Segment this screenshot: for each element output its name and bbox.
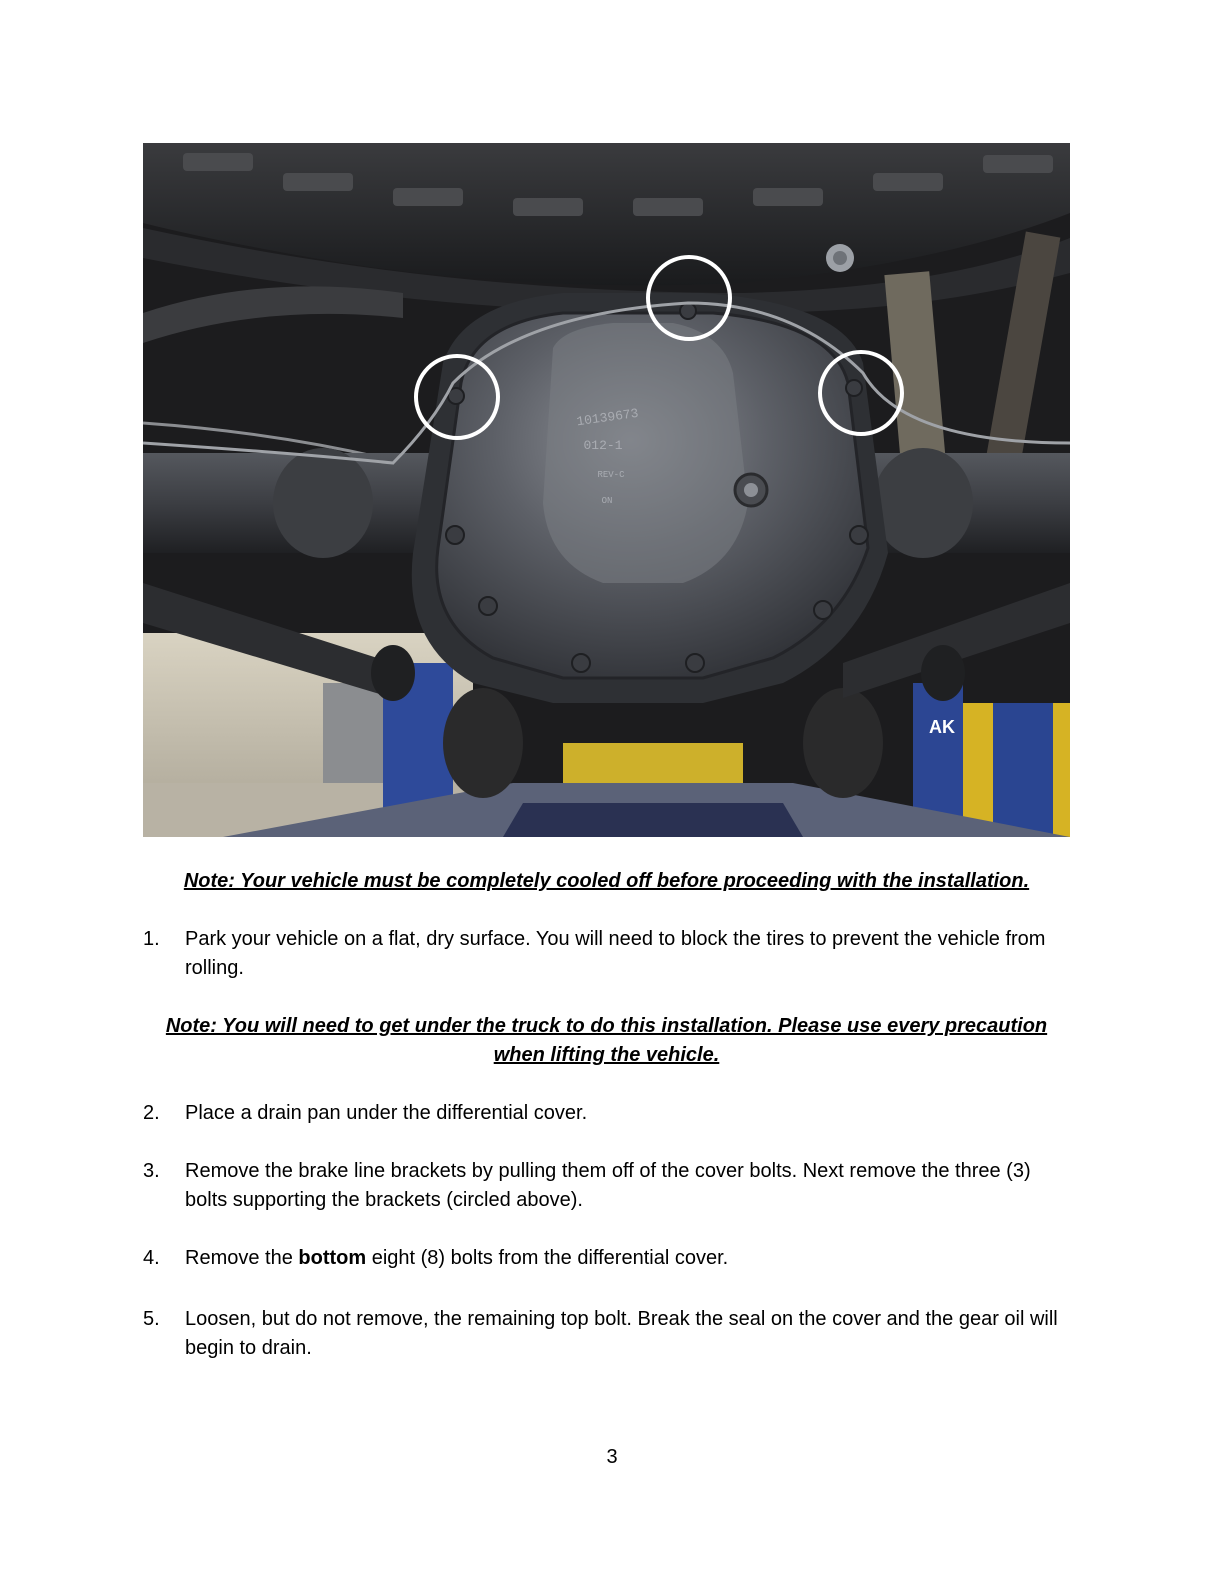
stamp-line: 10139673 bbox=[575, 405, 640, 430]
note-cooled-off: Note: Your vehicle must be completely cooled off before proceeding with the installation. bbox=[183, 870, 1030, 892]
step-text: Loosen, but do not remove, the remaining top bolt. Break the seal on the cover and the gear oil will begin to drain. bbox=[185, 1308, 1058, 1359]
step-text: Park your vehicle on a flat, dry surface. You will need to block the tires to prevent the vehicle from rolling. bbox=[185, 928, 1046, 979]
step-number: 3. bbox=[143, 1160, 160, 1182]
step-text-bold: bottom bbox=[298, 1247, 367, 1269]
step-text-before: Remove the bbox=[185, 1247, 299, 1269]
step-number: 5. bbox=[143, 1308, 160, 1330]
step-item bbox=[143, 925, 1070, 983]
step-number: 1. bbox=[143, 928, 160, 950]
lift-brand-label: AK bbox=[929, 717, 955, 737]
step-number: 4. bbox=[143, 1247, 160, 1269]
step-item bbox=[143, 1305, 1070, 1363]
step-item bbox=[143, 1244, 1070, 1273]
note-lifting-precaution: Note: You will need to get under the truck to do this installation. Please use every precaution when lifting the vehicle. bbox=[165, 1015, 1048, 1066]
step-number: 2. bbox=[143, 1102, 160, 1124]
step-text: Place a drain pan under the differential cover. bbox=[185, 1102, 588, 1124]
stamp-line: 012-1 bbox=[583, 438, 623, 453]
step-text bbox=[185, 1244, 1070, 1273]
step-text-after: eight (8) bolts from the differential cover. bbox=[366, 1247, 729, 1269]
step-text: Remove the brake line brackets by pulling them off of the cover bolts. Next remove the three (3) bolts supporting the brackets (circled above). bbox=[185, 1160, 1031, 1211]
stamp-line: REV-C bbox=[597, 470, 625, 480]
stamp-line: ON bbox=[601, 496, 613, 506]
step-item bbox=[143, 1099, 1070, 1128]
page-number: 3 bbox=[606, 1446, 618, 1468]
step-item bbox=[143, 1157, 1070, 1215]
differential-photo bbox=[143, 143, 1070, 837]
